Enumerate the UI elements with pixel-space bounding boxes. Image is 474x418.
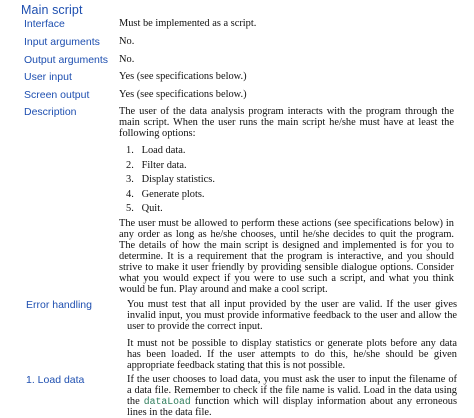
interface-label: Interface <box>24 18 65 30</box>
list-item <box>126 173 215 188</box>
list-item-text: Load data. <box>141 145 186 156</box>
list-item-number: 4. <box>126 188 134 200</box>
error-handling-para-2: It must not be possible to display statistics or generate plots before any data has been loaded. If the user attempts to do this, he/she should be given appropriate feedback stating that this is not possible. <box>127 338 457 371</box>
load-data-text <box>127 374 457 418</box>
user-input-value: Yes (see specifications below.) <box>119 71 247 82</box>
list-item-text: Filter data. <box>141 159 187 171</box>
description-intro: The user of the data analysis program interacts with the program through the main script. When the user runs the main script he/she must have at least the following options: <box>119 106 454 139</box>
description-closing: The user must be allowed to perform these actions (see specifications below) in any order as long as he/she chooses, until he/she decides to quit the program. The details of how the main script is designed and implemented is for you to determine. It is a requirement that the program is interactive, and you should strive to make it user friendly by providing sensible dialogue options. Consider what you would expect if you were to use such a script, and what you think would be fun. Play around and make a cool script. <box>119 218 454 295</box>
list-item <box>126 159 215 174</box>
list-item-text: Quit. <box>141 203 163 214</box>
dataload-code: dataLoad <box>143 396 191 407</box>
input-arguments-label: Input arguments <box>24 36 100 48</box>
list-item <box>126 144 215 159</box>
list-item-number: 1. <box>126 145 134 156</box>
screen-output-value: Yes (see specifications below.) <box>119 89 247 100</box>
load-data-text-after: function which will display information about any erroneous lines in the data file. <box>127 396 458 418</box>
screen-output-label: Screen output <box>24 89 90 101</box>
load-data-label: 1. Load data <box>26 374 85 386</box>
options-list <box>126 144 215 217</box>
list-item <box>126 202 215 217</box>
list-item-number: 5. <box>126 203 134 214</box>
list-item-text: Generate plots. <box>141 188 205 200</box>
load-data-text-before: If the user chooses to load data, you must ask the user to input the filename of a data file. Remember to check if the file name is valid. Load in the data using the <box>127 374 457 407</box>
error-handling-label: Error handling <box>26 299 92 311</box>
interface-value: Must be implemented as a script. <box>119 18 257 29</box>
user-input-label: User input <box>24 71 72 83</box>
description-label: Description <box>24 106 77 118</box>
section-title: Main script <box>21 3 83 17</box>
list-item-text: Display statistics. <box>141 174 215 185</box>
output-arguments-label: Output arguments <box>24 54 109 66</box>
list-item-number: 2. <box>126 159 134 171</box>
list-item <box>126 188 215 203</box>
error-handling-para-1: You must test that all input provided by the user are valid. If the user gives invalid input, you must provide informative feedback to the user and allow the user to provide the correct input. <box>127 299 457 332</box>
input-arguments-value: No. <box>119 36 135 47</box>
list-item-number: 3. <box>126 174 134 185</box>
output-arguments-value: No. <box>119 54 135 65</box>
